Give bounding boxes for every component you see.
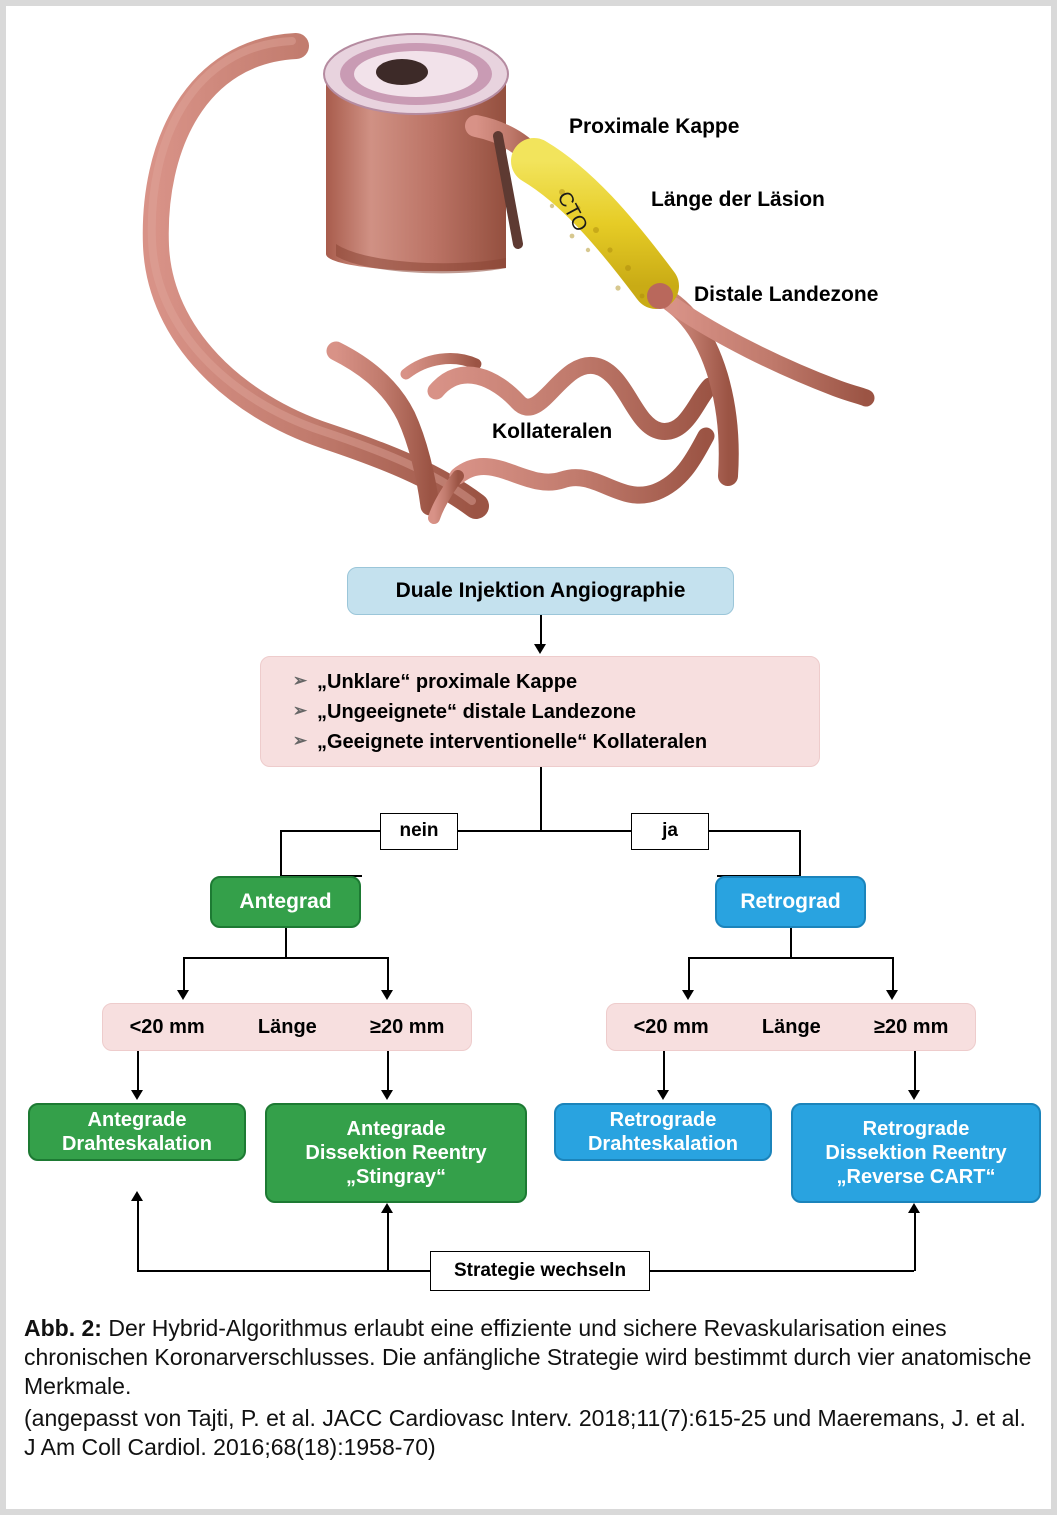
label-collaterals: Kollateralen [492, 420, 613, 443]
connector-antegrade-right [387, 957, 389, 991]
connector-start-criteria [540, 615, 542, 645]
criteria-item [261, 700, 636, 724]
length-long-label: ≥20 mm [370, 1016, 445, 1038]
node-antegrade-diss-line3: „Stingray“ [345, 1166, 447, 1188]
connector-antegrade-bar [183, 957, 388, 959]
branch-label-no [380, 813, 458, 850]
node-dual-injection-label: Duale Injektion Angiographie [395, 579, 686, 603]
caption-source: (angepasst von Tajti, P. et al. JACC Cardiovasc Interv. 2018;11(7):615-25 und Maeremans, J. et al. J Am Coll Cardiol. 2016;68(18):1958-70) [24, 1404, 1026, 1460]
connector-switch-right [649, 1270, 914, 1272]
connector-retrograde-down [790, 928, 792, 958]
cto-label: CTO [552, 188, 592, 236]
branch-label-yes [631, 813, 709, 850]
node-antegrade-wire-escalation [28, 1103, 246, 1161]
node-antegrade-wire-line2: Drahteskalation [61, 1133, 213, 1155]
label-lesion-length: Länge der Läsion [651, 188, 825, 211]
node-retrograde [715, 876, 866, 928]
arrow-switch-to-antegrade-wire [131, 1191, 143, 1201]
arrow-retrograde-long [886, 990, 898, 1000]
length-short-label: <20 mm [633, 1016, 709, 1038]
label-proximal-cap: Proximale Kappe [569, 115, 740, 138]
connector-retrograde-right [892, 957, 894, 991]
node-antegrade-dissection-reentry [265, 1103, 527, 1203]
node-antegrade-label: Antegrad [239, 890, 332, 914]
arrow-switch-to-retrograde-diss [908, 1203, 920, 1213]
node-retrograde-wire-line2: Drahteskalation [587, 1133, 739, 1155]
caption-body: Der Hybrid-Algorithmus erlaubt eine effiziente und sichere Revaskularisation eines chronischen Koronarverschlusses. Die anfängliche Strategie wird bestimmt durch vier anatomische Merkmale. [24, 1315, 1032, 1400]
connector-criteria-split [540, 767, 542, 831]
branch-label-no-text: nein [399, 820, 439, 842]
label-distal-landing-zone: Distale Landezone [694, 283, 879, 306]
node-retrograde-diss-line3: „Reverse CART“ [836, 1166, 996, 1188]
node-retrograde-diss-line1: Retrograde [862, 1118, 970, 1140]
length-long-label: ≥20 mm [874, 1016, 949, 1038]
node-antegrade-wire-line1: Antegrade [87, 1109, 187, 1131]
criteria-item [261, 730, 707, 754]
branch-label-yes-text: ja [662, 820, 678, 842]
node-antegrade-diss-line1: Antegrade [346, 1118, 446, 1140]
node-length-retrograde [606, 1003, 976, 1051]
figure-caption [24, 1314, 1036, 1462]
ostium-lumen [376, 59, 428, 85]
bullet-icon: ➢ [292, 701, 308, 721]
collateral-network-2 [458, 436, 706, 495]
criteria-item-label: „Geeignete interventionelle“ Kollateralen [317, 730, 708, 753]
connector-split-right [799, 830, 801, 876]
length-title-label: Länge [761, 1016, 821, 1038]
node-retrograde-diss-line2: Dissektion Reentry [825, 1142, 1007, 1164]
vessel-diagram-svg [6, 6, 1057, 551]
caption-lead: Abb. 2: [24, 1315, 102, 1341]
node-antegrade-diss-line2: Dissektion Reentry [305, 1142, 487, 1164]
node-retrograde-label: Retrograd [740, 890, 841, 914]
arrow-retrograde-short [682, 990, 694, 1000]
criteria-item [261, 670, 577, 694]
criteria-item-label: „Unklare“ proximale Kappe [317, 670, 578, 693]
length-title-label: Länge [257, 1016, 317, 1038]
length-short-label: <20 mm [129, 1016, 205, 1038]
bullet-icon: ➢ [292, 671, 308, 691]
node-switch-strategy [430, 1251, 650, 1291]
connector-retrograde-left [688, 957, 690, 991]
node-retrograde-wire-escalation [554, 1103, 772, 1161]
arrow-len-r-short [657, 1090, 669, 1100]
node-criteria [260, 656, 820, 767]
arrow-antegrade-short [177, 990, 189, 1000]
connector-antegrade-left [183, 957, 185, 991]
connector-len-a-short [137, 1051, 139, 1091]
node-length-antegrade [102, 1003, 472, 1051]
connector-len-r-long [914, 1051, 916, 1091]
connector-split-left [280, 830, 282, 876]
arrow-len-a-long [381, 1090, 393, 1100]
connector-split-bar [280, 830, 800, 832]
bullet-icon: ➢ [292, 731, 308, 751]
hybrid-algorithm-flowchart [6, 551, 1057, 1311]
criteria-item-label: „Ungeeignete“ distale Landezone [317, 700, 636, 723]
node-switch-strategy-label: Strategie wechseln [453, 1259, 627, 1281]
arrow-len-r-long [908, 1090, 920, 1100]
connector-switch-right-up [914, 1213, 916, 1271]
arrow-switch-to-antegrade-diss [381, 1203, 393, 1213]
arrow-len-a-short [131, 1090, 143, 1100]
coronary-anatomy-illustration [6, 6, 1057, 551]
arrow-antegrade-long [381, 990, 393, 1000]
node-antegrade [210, 876, 361, 928]
connector-switch-left-up [137, 1201, 139, 1271]
connector-len-a-long [387, 1051, 389, 1091]
distal-landing-zone [647, 283, 673, 309]
connector-switch-mid-up [387, 1213, 389, 1271]
connector-retrograde-bar [688, 957, 893, 959]
node-dual-injection [347, 567, 734, 615]
connector-len-r-short [663, 1051, 665, 1091]
arrow-start-criteria [534, 644, 546, 654]
connector-antegrade-down [285, 928, 287, 958]
node-retrograde-wire-line1: Retrograde [609, 1109, 717, 1131]
node-retrograde-dissection-reentry [791, 1103, 1041, 1203]
cto-segment [534, 161, 656, 286]
